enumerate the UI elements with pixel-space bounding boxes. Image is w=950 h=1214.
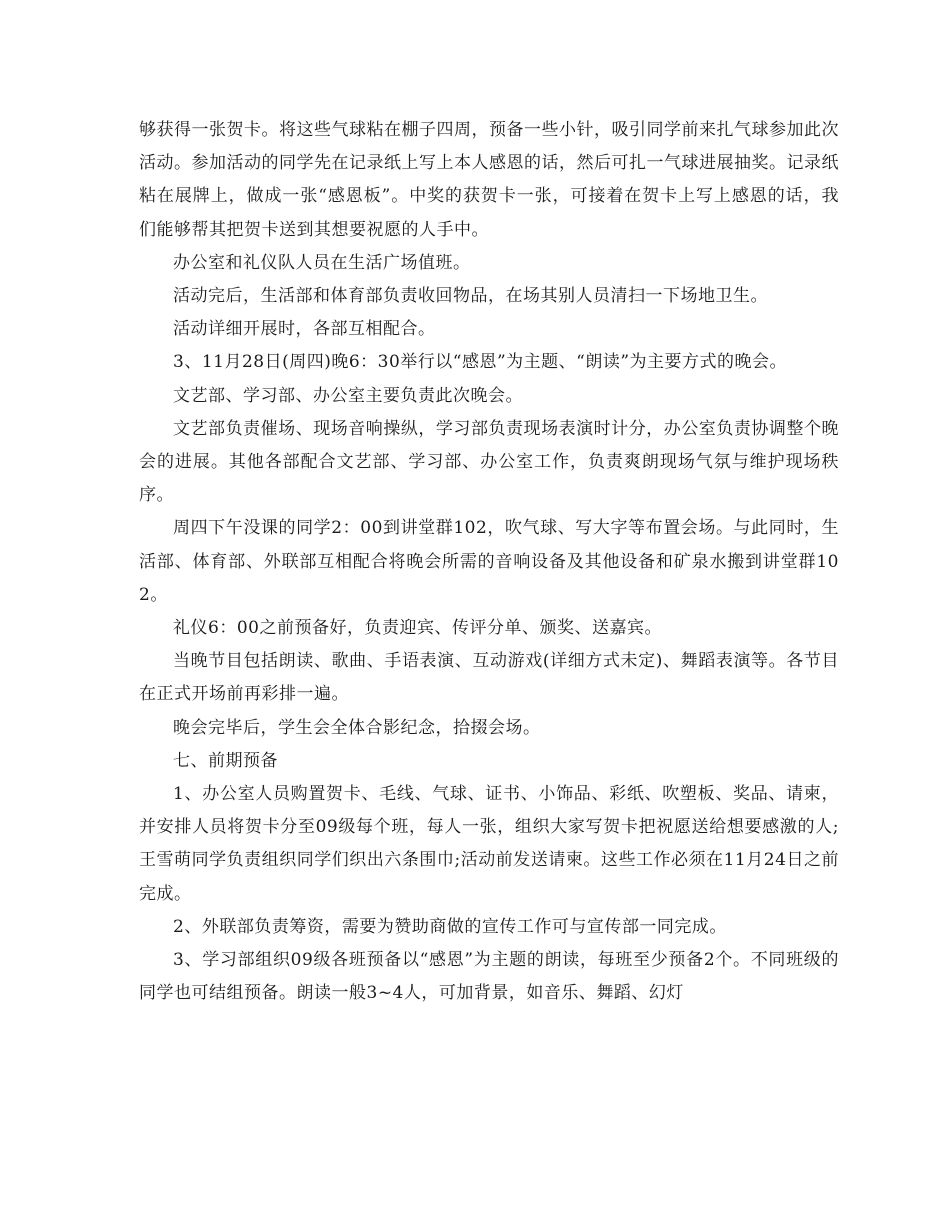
paragraph-15: 3、学习部组织09级各班预备以“感恩”为主题的朗读，每班至少预备2个。不同班级的同学也可结组预备。朗读一般3~4人，可加背景，如音乐、舞蹈、幻灯 [139,950,839,1004]
section-heading: 七、前期预备 [173,750,278,771]
paragraph-3: 活动完后，生活部和体育部负责收回物品，在场其别人员清扫一下场地卫生。 [173,286,768,307]
paragraph-11: 晚会完毕后，学生会全体合影纪念，拾掇会场。 [173,717,541,738]
document-body [139,114,839,1010]
paragraph-14: 2、外联部负责筹资，需要为赞助商做的宣传工作可与宣传部一同完成。 [173,916,727,937]
paragraph-6: 文艺部、学习部、办公室主要负责此次晚会。 [173,385,523,406]
paragraph-2: 办公室和礼仪队人员在生活广场值班。 [173,252,471,273]
paragraph-7: 文艺部负责催场、现场音响操纵，学习部负责现场表演时计分，办公室负责协调整个晚会的进展。其他各部配合文艺部、学习部、办公室工作，负责爽朗现场气氛与维护现场秩序。 [139,418,839,506]
paragraph-4: 活动详细开展时，各部互相配合。 [173,319,436,340]
paragraph-5: 3、11月28日(周四)晚6：30举行以“感恩”为主题、“朗读”为主要方式的晚会。 [173,352,788,373]
paragraph-8: 周四下午没课的同学2：00到讲堂群102，吹气球、写大字等布置会场。与此同时，生活部、体育部、外联部互相配合将晚会所需的音响设备及其他设备和矿泉水搬到讲堂群102。 [139,518,839,605]
paragraph-9: 礼仪6：00之前预备好，负责迎宾、传评分单、颁奖、送嘉宾。 [173,618,662,639]
paragraph-1: 够获得一张贺卡。将这些气球粘在棚子四周，预备一些小针，吸引同学前来扎气球参加此次活动。参加活动的同学先在记录纸上写上本人感恩的话，然后可扎一气球进展抽奖。记录纸粘在展牌上，做成一张“感恩板”。中奖的获贺卡一张，可接着在贺卡上写上感恩的话，我们能够帮其把贺卡送到其想要祝愿的人手中。 [139,120,839,240]
paragraph-13: 1、办公室人员购置贺卡、毛线、气球、证书、小饰品、彩纸、吹塑板、奖品、请柬，并安排人员将贺卡分至09级每个班，每人一张，组织大家写贺卡把祝愿送给想要感激的人;王雪萌同学负责组织同学们织出六条围巾;活动前发送请柬。这些工作必须在11月24日之前完成。 [139,784,839,904]
paragraph-10: 当晚节目包括朗读、歌曲、手语表演、互动游戏(详细方式未定)、舞蹈表演等。各节目在正式开场前再彩排一遍。 [139,651,839,705]
